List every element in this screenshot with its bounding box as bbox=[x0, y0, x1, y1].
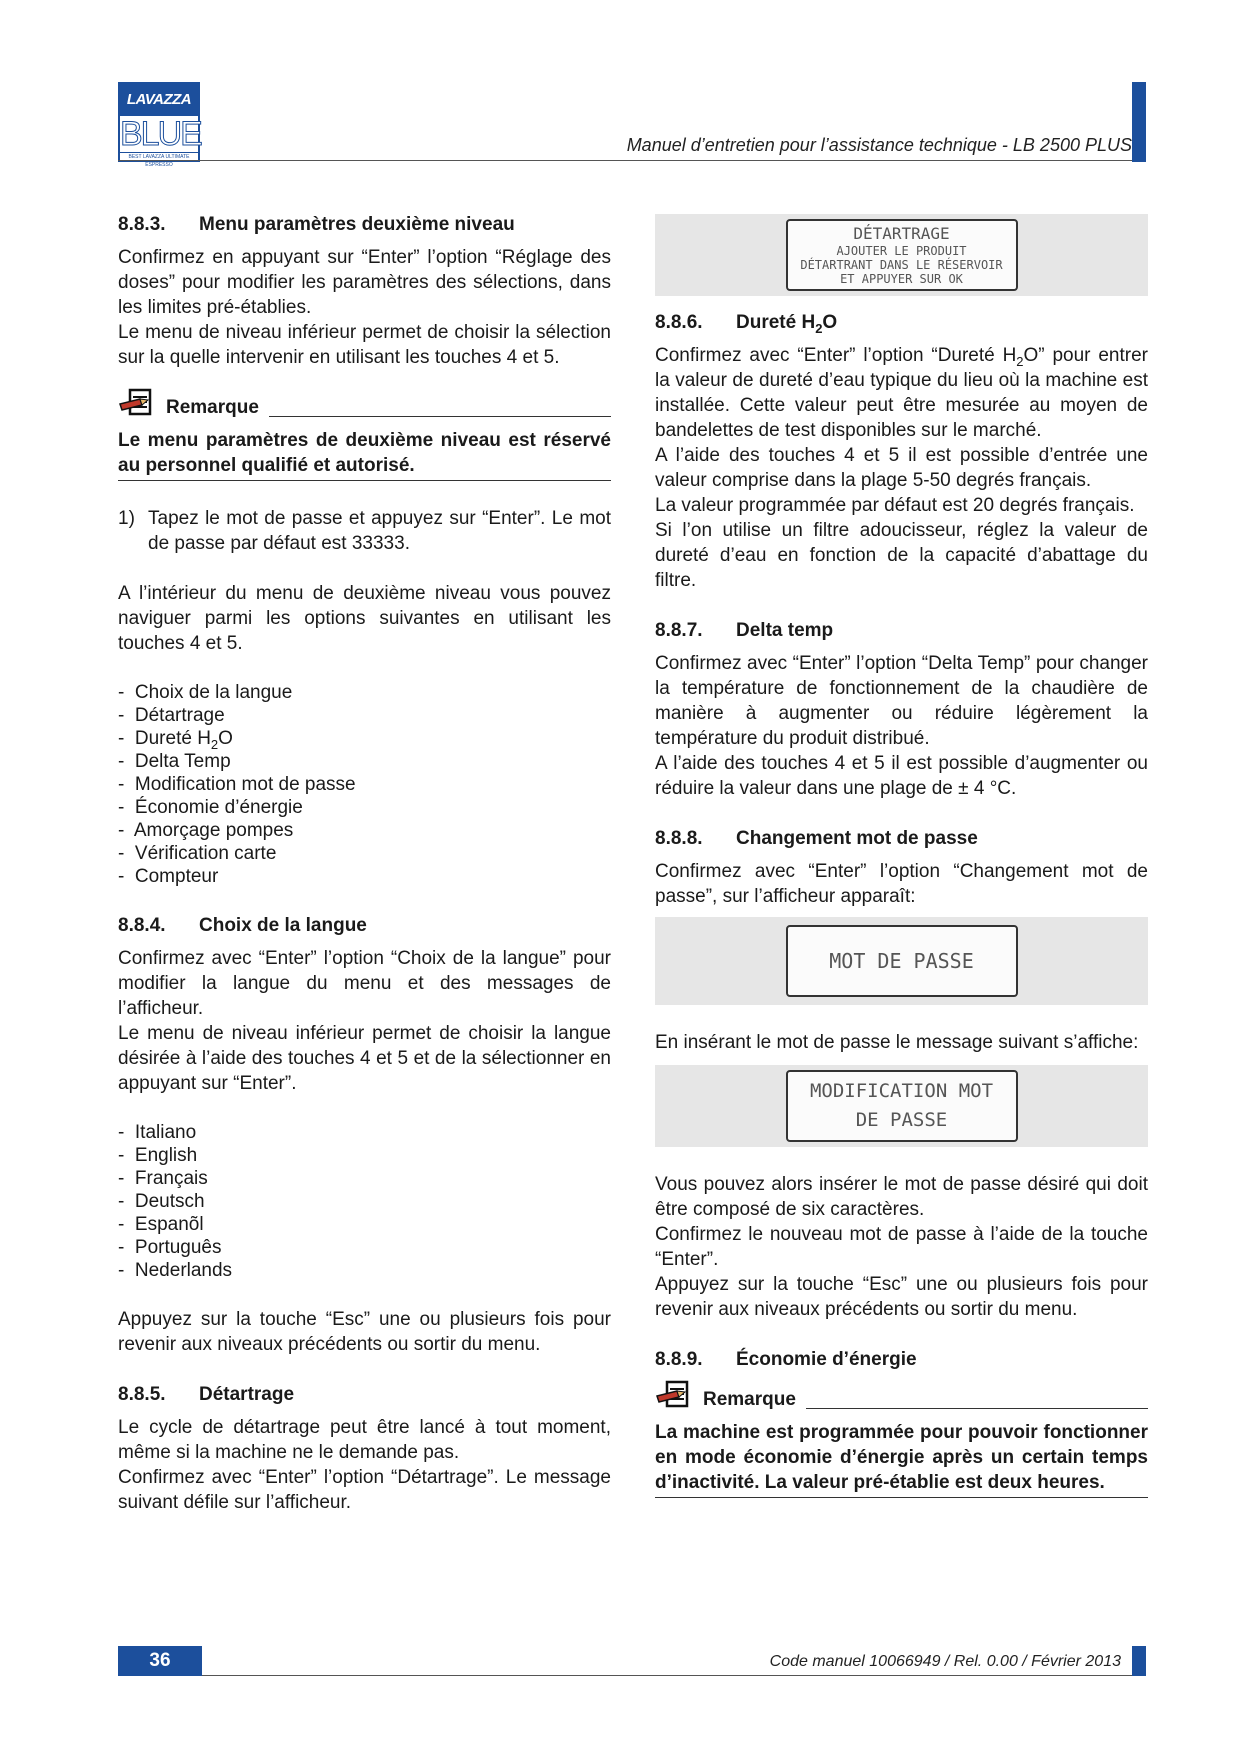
notepad-pencil-icon bbox=[655, 1380, 693, 1412]
header-title: Manuel d’entretien pour l’assistance technique - LB 2500 PLUS bbox=[626, 135, 1132, 155]
paragraph: Le menu de niveau inférieur permet de choisir la langue désirée à l’aide des touches 4 et 5 et de la sélectionner en appuyant sur “Enter”. bbox=[118, 1023, 611, 1094]
list-item: - Italiano bbox=[118, 1121, 611, 1144]
list-item: - Vérification carte bbox=[118, 842, 611, 865]
paragraph: Le menu de niveau inférieur permet de choisir la sélection sur la quelle intervenir en utilisant les touches 4 et 5. bbox=[118, 322, 611, 368]
list-item: - Détartrage bbox=[118, 704, 611, 727]
paragraph: A l’aide des touches 4 et 5 il est possible d’entrée une valeur comprise dans la plage 5-50 degrés français. bbox=[655, 445, 1148, 491]
paragraph: Confirmez avec “Enter” l’option “Détartrage”. Le message suivant défile sur l’afficheur. bbox=[118, 1467, 611, 1513]
section-heading-884: 8.8.4. Choix de la langue bbox=[118, 915, 367, 936]
section-heading-886: 8.8.6. Dureté $H_2O$ bbox=[655, 312, 838, 336]
paragraph: Confirmez avec “Enter” l’option “Choix de la langue” pour modifier la langue du menu et des messages de l’afficheur. bbox=[118, 948, 611, 1019]
paragraph: En insérant le mot de passe le message suivant s’affiche: bbox=[655, 1032, 1139, 1053]
lcd-panel-modification bbox=[655, 1065, 1148, 1147]
list-item: - English bbox=[118, 1144, 611, 1167]
paragraph: Confirmez le nouveau mot de passe à l’aide de la touche “Enter”. bbox=[655, 1224, 1148, 1270]
paragraph: Appuyez sur la touche “Esc” une ou plusieurs fois pour revenir aux niveaux précédents ou sortir du menu. bbox=[655, 1274, 1148, 1320]
list-item: - Português bbox=[118, 1236, 611, 1259]
list-item: - Nederlands bbox=[118, 1259, 611, 1282]
paragraph: Confirmez avec “Enter” l’option “Changement mot de passe”, sur l’afficheur apparaît: bbox=[655, 861, 1148, 907]
header-rule bbox=[118, 160, 1132, 161]
note-label: Remarque bbox=[166, 397, 259, 418]
page-number: 36 bbox=[118, 1646, 202, 1676]
note-text: Le menu paramètres de deuxième niveau est réservé au personnel qualifié et autorisé. bbox=[118, 420, 611, 481]
note-label: Remarque bbox=[703, 1389, 796, 1410]
paragraph: Le cycle de détartrage peut être lancé à tout moment, même si la machine ne le demande pas. bbox=[118, 1417, 611, 1463]
paragraph: Si l’on utilise un filtre adoucisseur, réglez la valeur de dureté d’eau en fonction de la capacité d’abattage du filtre. bbox=[655, 520, 1148, 591]
logo-tagline: BEST LAVAZZA ULTIMATE ESPRESSO bbox=[120, 152, 198, 169]
note-header bbox=[655, 1380, 1148, 1412]
section-heading-887: 8.8.7. Delta temp bbox=[655, 620, 834, 641]
options-list bbox=[118, 681, 611, 888]
paragraph: Vous pouvez alors insérer le mot de passe désiré qui doit être composé de six caractères. bbox=[655, 1174, 1148, 1220]
lcd-display: MODIFICATION MOT DE PASSE bbox=[786, 1070, 1018, 1142]
paragraph: Appuyez sur la touche “Esc” une ou plusieurs fois pour revenir aux niveaux précédents ou sortir du menu. bbox=[118, 1309, 611, 1355]
paragraph: A l’aide des touches 4 et 5 il est possible d’augmenter ou réduire la valeur dans une plage de ± 4 °C. bbox=[655, 753, 1148, 799]
paragraph: Confirmez en appuyant sur “Enter” l’option “Réglage des doses” pour modifier les paramètres des sélections, dans les limites pré-établies. bbox=[118, 247, 611, 318]
paragraph: Confirmez avec “Enter” l’option “Dureté $H_2O$” pour entrer la valeur de dureté d’eau typique du lieu où la machine est installée. Cette valeur peut être mesurée au moyen de bandelettes de test disponibles sur le marché. bbox=[655, 345, 1148, 441]
list-item: - Espanõl bbox=[118, 1213, 611, 1236]
section-heading-889: 8.8.9. Économie d’énergie bbox=[655, 1349, 917, 1370]
list-item: - Modification mot de passe bbox=[118, 773, 611, 796]
manual-code: Code manuel 10066949 / Rel. 0.00 / Février 2013 bbox=[769, 1653, 1121, 1670]
left-column bbox=[118, 212, 611, 1515]
list-item: - Économie d’énergie bbox=[118, 796, 611, 819]
lavazza-blue-logo bbox=[118, 82, 201, 168]
logo-brand: LAVAZZA bbox=[120, 84, 198, 116]
footer-accent-bar bbox=[1132, 1646, 1146, 1676]
lcd-display: DÉTARTRAGE AJOUTER LE PRODUIT DÉTARTRANT DANS LE RÉSERVOIR ET APPUYER SUR OK bbox=[786, 219, 1018, 291]
list-item: - Delta Temp bbox=[118, 750, 611, 773]
lcd-display: MOT DE PASSE bbox=[786, 925, 1018, 997]
right-column bbox=[655, 214, 1148, 1498]
list-item: - Compteur bbox=[118, 865, 611, 888]
notepad-pencil-icon bbox=[118, 388, 156, 420]
header-accent-bar bbox=[1132, 82, 1146, 162]
numbered-step: 1) Tapez le mot de passe et appuyez sur “Enter”. Le mot de passe par défaut est 33333. bbox=[118, 508, 611, 554]
language-list bbox=[118, 1121, 611, 1282]
lcd-panel-detartrage bbox=[655, 214, 1148, 296]
list-item: - Français bbox=[118, 1167, 611, 1190]
logo-blue-text: BLUE bbox=[120, 115, 201, 153]
footer-rule bbox=[202, 1675, 1132, 1676]
list-item: - Choix de la langue bbox=[118, 681, 611, 704]
list-item: - Dureté $H_2O$ bbox=[118, 727, 611, 750]
section-heading-885: 8.8.5. Détartrage bbox=[118, 1384, 295, 1405]
paragraph: La valeur programmée par défaut est 20 degrés français. bbox=[655, 495, 1135, 516]
note-header bbox=[118, 388, 611, 420]
note-text: La machine est programmée pour pouvoir fonctionner en mode économie d’énergie après un certain temps d’inactivité. La valeur pré-établie est deux heures. bbox=[655, 1412, 1148, 1498]
section-heading-888: 8.8.8. Changement mot de passe bbox=[655, 828, 978, 849]
paragraph: A l’intérieur du menu de deuxième niveau vous pouvez naviguer parmi les options suivantes en utilisant les touches 4 et 5. bbox=[118, 583, 611, 654]
lcd-panel-password bbox=[655, 917, 1148, 1005]
section-heading-883: 8.8.3. Menu paramètres deuxième niveau bbox=[118, 214, 515, 235]
paragraph: Confirmez avec “Enter” l’option “Delta Temp” pour changer la température de fonctionnement de la chaudière de manière à augmenter ou réduire légèrement la température du produit distribué. bbox=[655, 653, 1148, 749]
list-item: - Deutsch bbox=[118, 1190, 611, 1213]
list-item: - Amorçage pompes bbox=[118, 819, 611, 842]
